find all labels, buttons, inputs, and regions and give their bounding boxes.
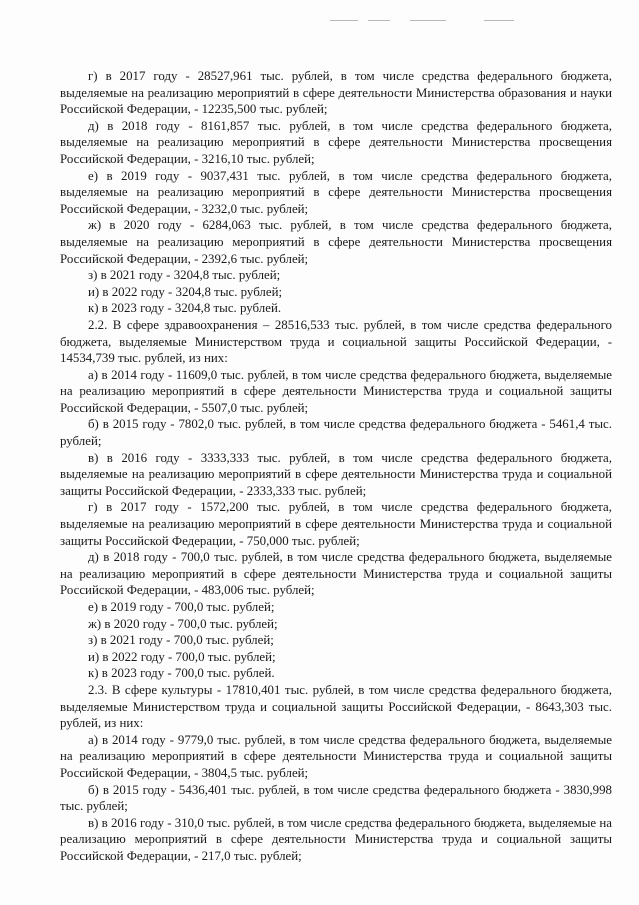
paragraph: ж) в 2020 году - 6284,063 тыс. рублей, в том числе средства федерального бюджета, выделяемые на реализацию мероприятий в сфере деятельности Министерства просвещения Российской Федерации, - 2392,6 тыс. рублей; xyxy=(60,218,612,266)
paragraph: а) в 2014 году - 9779,0 тыс. рублей, в том числе средства федерального бюджета, выделяемые на реализацию мероприятий в сфере деятельности Министерства труда и социальной защиты Российской Федерации, - 3804,5 тыс. рублей; xyxy=(60,732,612,780)
paragraph: и) в 2022 году - 3204,8 тыс. рублей; xyxy=(88,284,283,299)
document-body xyxy=(60,68,612,865)
paragraph: е) в 2019 году - 700,0 тыс. рублей; xyxy=(88,600,275,614)
scan-artifact xyxy=(330,20,358,21)
paragraph: д) в 2018 году - 8161,857 тыс. рублей, в том числе средства федерального бюджета, выделяемые на реализацию мероприятий в сфере деятельности Министерства просвещения Российской Федерации, - 3216,10 тыс. рублей; xyxy=(60,118,612,166)
paragraph: б) в 2015 году - 5436,401 тыс. рублей, в том числе средства федерального бюджета - 3830,998 тыс. рублей; xyxy=(60,782,612,814)
paragraph: б) в 2015 году - 7802,0 тыс. рублей, в том числе средства федерального бюджета - 5461,4 тыс. рублей; xyxy=(60,417,612,449)
paragraph: в) в 2016 году - 310,0 тыс. рублей, в том числе средства федерального бюджета, выделяемые на реализацию мероприятий в сфере деятельности Министерства труда и социальной защиты Российской Федерации, - 217,0 тыс. рублей; xyxy=(60,815,612,863)
section-heading-paragraph: 2.3. В сфере культуры - 17810,401 тыс. рублей, в том числе средства федерального бюджета, выделяемые Министерством труда и социальной защиты Российской Федерации, - 8643,303 тыс. рублей, из них: xyxy=(60,682,612,731)
paragraph: з) в 2021 году - 700,0 тыс. рублей; xyxy=(88,633,274,648)
paragraph: к) в 2023 году - 3204,8 тыс. рублей. xyxy=(88,301,282,316)
scan-artifact xyxy=(368,20,390,21)
scan-artifact xyxy=(410,20,446,21)
paragraph: д) в 2018 году - 700,0 тыс. рублей, в том числе средства федерального бюджета, выделяемые на реализацию мероприятий в сфере деятельности Министерства труда и социальной защиты Российской Федерации, - 483,006 тыс. рублей; xyxy=(60,550,612,598)
paragraph: г) в 2017 году - 28527,961 тыс. рублей, в том числе средства федерального бюджета, выделяемые на реализацию мероприятий в сфере деятельности Министерства образования и науки Российской Федерации, - 12235,500 тыс. рублей; xyxy=(60,69,612,117)
paragraph: в) в 2016 году - 3333,333 тыс. рублей, в том числе средства федерального бюджета, выделяемые на реализацию мероприятий в сфере деятельности Министерства труда и социальной защиты Российской Федерации, - 2333,333 тыс. рублей; xyxy=(60,450,612,498)
paragraph: а) в 2014 году - 11609,0 тыс. рублей, в том числе средства федерального бюджета, выделяемые на реализацию мероприятий в сфере деятельности Министерства труда и социальной защиты Российской Федерации, - 5507,0 тыс. рублей; xyxy=(60,367,612,415)
paragraph: з) в 2021 году - 3204,8 тыс. рублей; xyxy=(88,268,281,283)
section-heading-paragraph: 2.2. В сфере здравоохранения – 28516,533 тыс. рублей, в том числе средства федерального бюджета, выделяемые Министерством труда и социальной защиты Российской Федерации, - 14534,739 тыс. рублей, из них: xyxy=(60,317,612,366)
paragraph: е) в 2019 году - 9037,431 тыс. рублей, в том числе средства федерального бюджета, выделяемые на реализацию мероприятий в сфере деятельности Министерства просвещения Российской Федерации, - 3232,0 тыс. рублей; xyxy=(60,168,612,216)
paragraph: к) в 2023 году - 700,0 тыс. рублей. xyxy=(88,666,275,681)
paragraph: ж) в 2020 году - 700,0 тыс. рублей; xyxy=(88,616,278,631)
paragraph: г) в 2017 году - 1572,200 тыс. рублей, в том числе средства федерального бюджета, выделяемые на реализацию мероприятий в сфере деятельности Министерства труда и социальной защиты Российской Федерации, - 750,000 тыс. рублей; xyxy=(60,500,612,548)
scan-artifact xyxy=(484,20,514,21)
paragraph: и) в 2022 году - 700,0 тыс. рублей; xyxy=(88,649,276,664)
